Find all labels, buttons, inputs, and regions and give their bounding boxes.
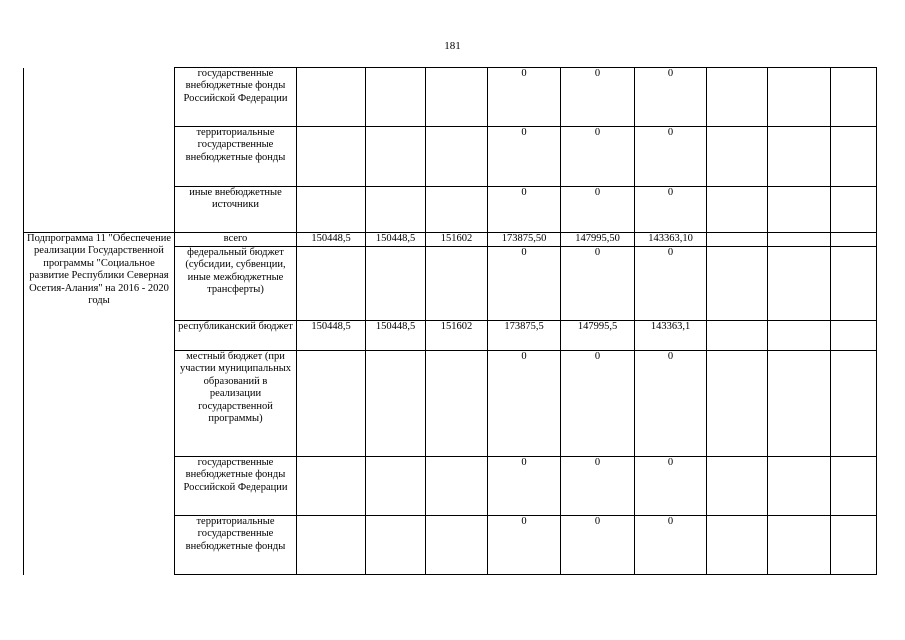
value-cell: [707, 68, 768, 127]
value-cell: 150448,5: [366, 321, 426, 351]
funding-source-cell: всего: [175, 233, 297, 247]
value-cell: [426, 516, 488, 575]
value-cell: [768, 247, 831, 321]
value-cell: [831, 457, 877, 516]
value-cell: [366, 351, 426, 457]
value-cell: 143363,10: [635, 233, 707, 247]
value-cell: [707, 516, 768, 575]
value-cell: 0: [488, 127, 561, 187]
value-cell: 0: [561, 351, 635, 457]
value-cell: [707, 351, 768, 457]
value-cell: 0: [561, 127, 635, 187]
value-cell: [831, 233, 877, 247]
value-cell: 0: [488, 457, 561, 516]
value-cell: 0: [561, 457, 635, 516]
budget-table: [23, 67, 877, 575]
page-number: 181: [444, 40, 461, 52]
program-cell-empty: [24, 187, 175, 233]
value-cell: [366, 68, 426, 127]
table-row: [24, 127, 877, 187]
funding-source-cell: республиканский бюджет: [175, 321, 297, 351]
value-cell: [366, 247, 426, 321]
value-cell: 150448,5: [297, 233, 366, 247]
value-cell: [768, 127, 831, 187]
value-cell: 0: [635, 187, 707, 233]
value-cell: [707, 247, 768, 321]
value-cell: 147995,50: [561, 233, 635, 247]
funding-source-cell: иные внебюджетные источники: [175, 187, 297, 233]
value-cell: [426, 127, 488, 187]
value-cell: [831, 351, 877, 457]
table-row: [24, 233, 877, 247]
value-cell: [768, 321, 831, 351]
value-cell: 0: [488, 68, 561, 127]
value-cell: [707, 457, 768, 516]
value-cell: [831, 247, 877, 321]
program-cell-empty: [24, 68, 175, 127]
value-cell: [831, 187, 877, 233]
program-cell-empty: [24, 127, 175, 187]
funding-source-cell: территориальные государственные внебюджетные фонды: [175, 516, 297, 575]
value-cell: 0: [635, 68, 707, 127]
value-cell: 0: [561, 247, 635, 321]
value-cell: 0: [488, 247, 561, 321]
funding-source-cell: государственные внебюджетные фонды Российской Федерации: [175, 68, 297, 127]
value-cell: 173875,5: [488, 321, 561, 351]
funding-source-cell: федеральный бюджет (субсидии, субвенции, иные межбюджетные трансферты): [175, 247, 297, 321]
value-cell: [768, 351, 831, 457]
value-cell: [768, 68, 831, 127]
value-cell: 0: [635, 457, 707, 516]
value-cell: [768, 233, 831, 247]
value-cell: 147995,5: [561, 321, 635, 351]
value-cell: [366, 457, 426, 516]
value-cell: [426, 351, 488, 457]
value-cell: [768, 516, 831, 575]
value-cell: [831, 127, 877, 187]
value-cell: 150448,5: [297, 321, 366, 351]
value-cell: 150448,5: [366, 233, 426, 247]
value-cell: 0: [561, 187, 635, 233]
value-cell: 0: [635, 351, 707, 457]
value-cell: [297, 457, 366, 516]
value-cell: [768, 187, 831, 233]
value-cell: 173875,50: [488, 233, 561, 247]
value-cell: [426, 457, 488, 516]
value-cell: 0: [488, 516, 561, 575]
value-cell: [426, 68, 488, 127]
value-cell: [707, 233, 768, 247]
value-cell: 0: [635, 247, 707, 321]
value-cell: [297, 247, 366, 321]
value-cell: 151602: [426, 233, 488, 247]
value-cell: [366, 127, 426, 187]
value-cell: [426, 187, 488, 233]
value-cell: [297, 187, 366, 233]
value-cell: [831, 321, 877, 351]
value-cell: [366, 187, 426, 233]
funding-source-cell: местный бюджет (при участии муниципальных образований в реализации государственной программы): [175, 351, 297, 457]
value-cell: [707, 127, 768, 187]
value-cell: [426, 247, 488, 321]
value-cell: [707, 187, 768, 233]
value-cell: [831, 516, 877, 575]
value-cell: [707, 321, 768, 351]
table-row: [24, 187, 877, 233]
value-cell: 151602: [426, 321, 488, 351]
value-cell: 0: [635, 516, 707, 575]
value-cell: [297, 68, 366, 127]
value-cell: [831, 68, 877, 127]
subprogram-name-cell: Подпрограмма 11 "Обеспечение реализации Государственной программы "Социальное развитие Республики Северная Осетия-Алания" на 2016 - 2020 годы: [24, 233, 175, 575]
funding-source-cell: территориальные государственные внебюджетные фонды: [175, 127, 297, 187]
value-cell: 0: [488, 351, 561, 457]
value-cell: [297, 127, 366, 187]
funding-source-cell: государственные внебюджетные фонды Российской Федерации: [175, 457, 297, 516]
table-row: [24, 68, 877, 127]
value-cell: 0: [635, 127, 707, 187]
value-cell: [297, 516, 366, 575]
value-cell: 143363,1: [635, 321, 707, 351]
value-cell: [297, 351, 366, 457]
value-cell: 0: [561, 68, 635, 127]
value-cell: [768, 457, 831, 516]
value-cell: 0: [488, 187, 561, 233]
value-cell: [366, 516, 426, 575]
value-cell: 0: [561, 516, 635, 575]
